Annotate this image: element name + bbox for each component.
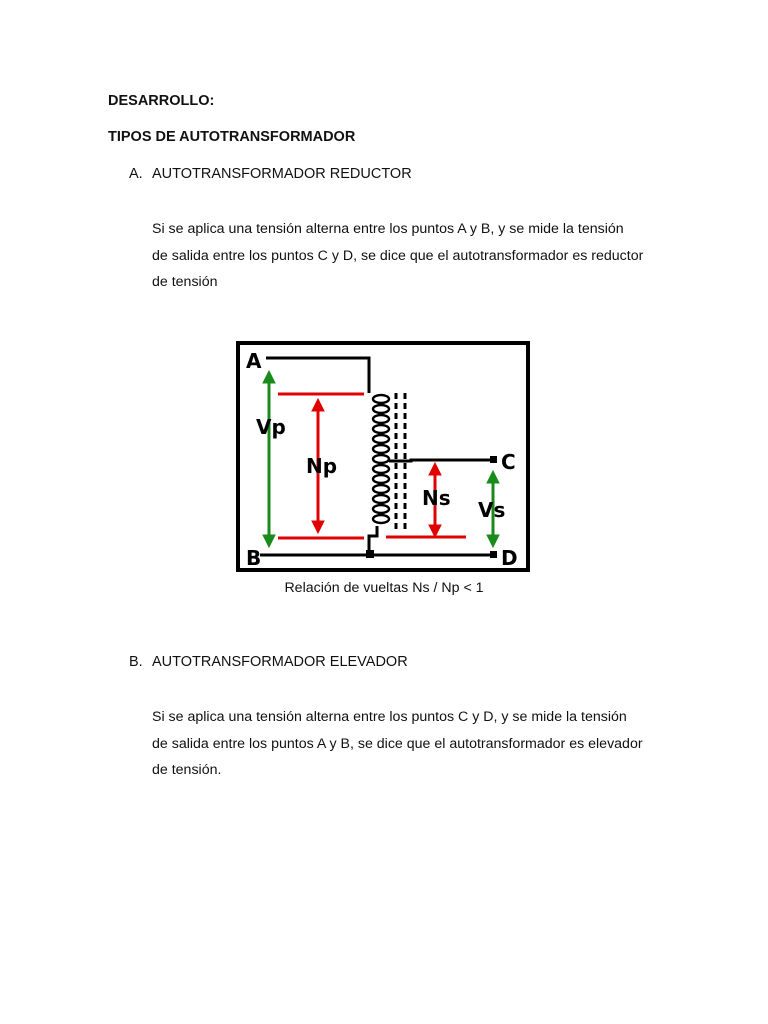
item-a-title: AUTOTRANSFORMADOR REDUCTOR [152, 166, 412, 182]
np-label: Np [306, 454, 338, 478]
autotransformer-diagram [236, 341, 530, 572]
terminal-d-label: D [501, 546, 518, 570]
paragraph-line: de tensión. [152, 762, 222, 778]
section-heading: DESARROLLO: [108, 93, 215, 109]
vp-label: Vp [256, 415, 286, 439]
terminal-d-dot [490, 551, 497, 558]
terminal-a-label: A [246, 349, 262, 373]
item-a-paragraph [152, 216, 672, 296]
wire-tap-to-c [389, 460, 492, 461]
paragraph-line: de salida entre los puntos C y D, se dice que el autotransformador es reductor [152, 247, 644, 264]
diagram-frame [238, 343, 528, 570]
item-b-paragraph [152, 704, 672, 784]
paragraph-line: de salida entre los puntos A y B, se dice que el autotransformador es elevador [152, 735, 643, 752]
paragraph-line: Si se aplica una tensión alterna entre los puntos C y D, y se mide la tensión [152, 709, 627, 725]
vs-label: Vs [478, 498, 506, 522]
item-b-title: AUTOTRANSFORMADOR ELEVADOR [152, 654, 408, 670]
list-marker-b: B. [129, 654, 143, 670]
ns-label: Ns [422, 486, 451, 510]
subsection-heading: TIPOS DE AUTOTRANSFORMADOR [108, 129, 356, 145]
junction-dot [366, 550, 374, 558]
paragraph-line: Si se aplica una tensión alterna entre los puntos A y B, y se mide la tensión [152, 221, 624, 237]
list-marker-a: A. [129, 166, 143, 182]
paragraph-line: de tensión [152, 274, 218, 290]
terminal-b-label: B [246, 546, 262, 570]
terminal-c-label: C [501, 450, 516, 474]
figure-caption: Relación de vueltas Ns / Np < 1 [284, 580, 484, 596]
terminal-c-dot [490, 456, 497, 463]
